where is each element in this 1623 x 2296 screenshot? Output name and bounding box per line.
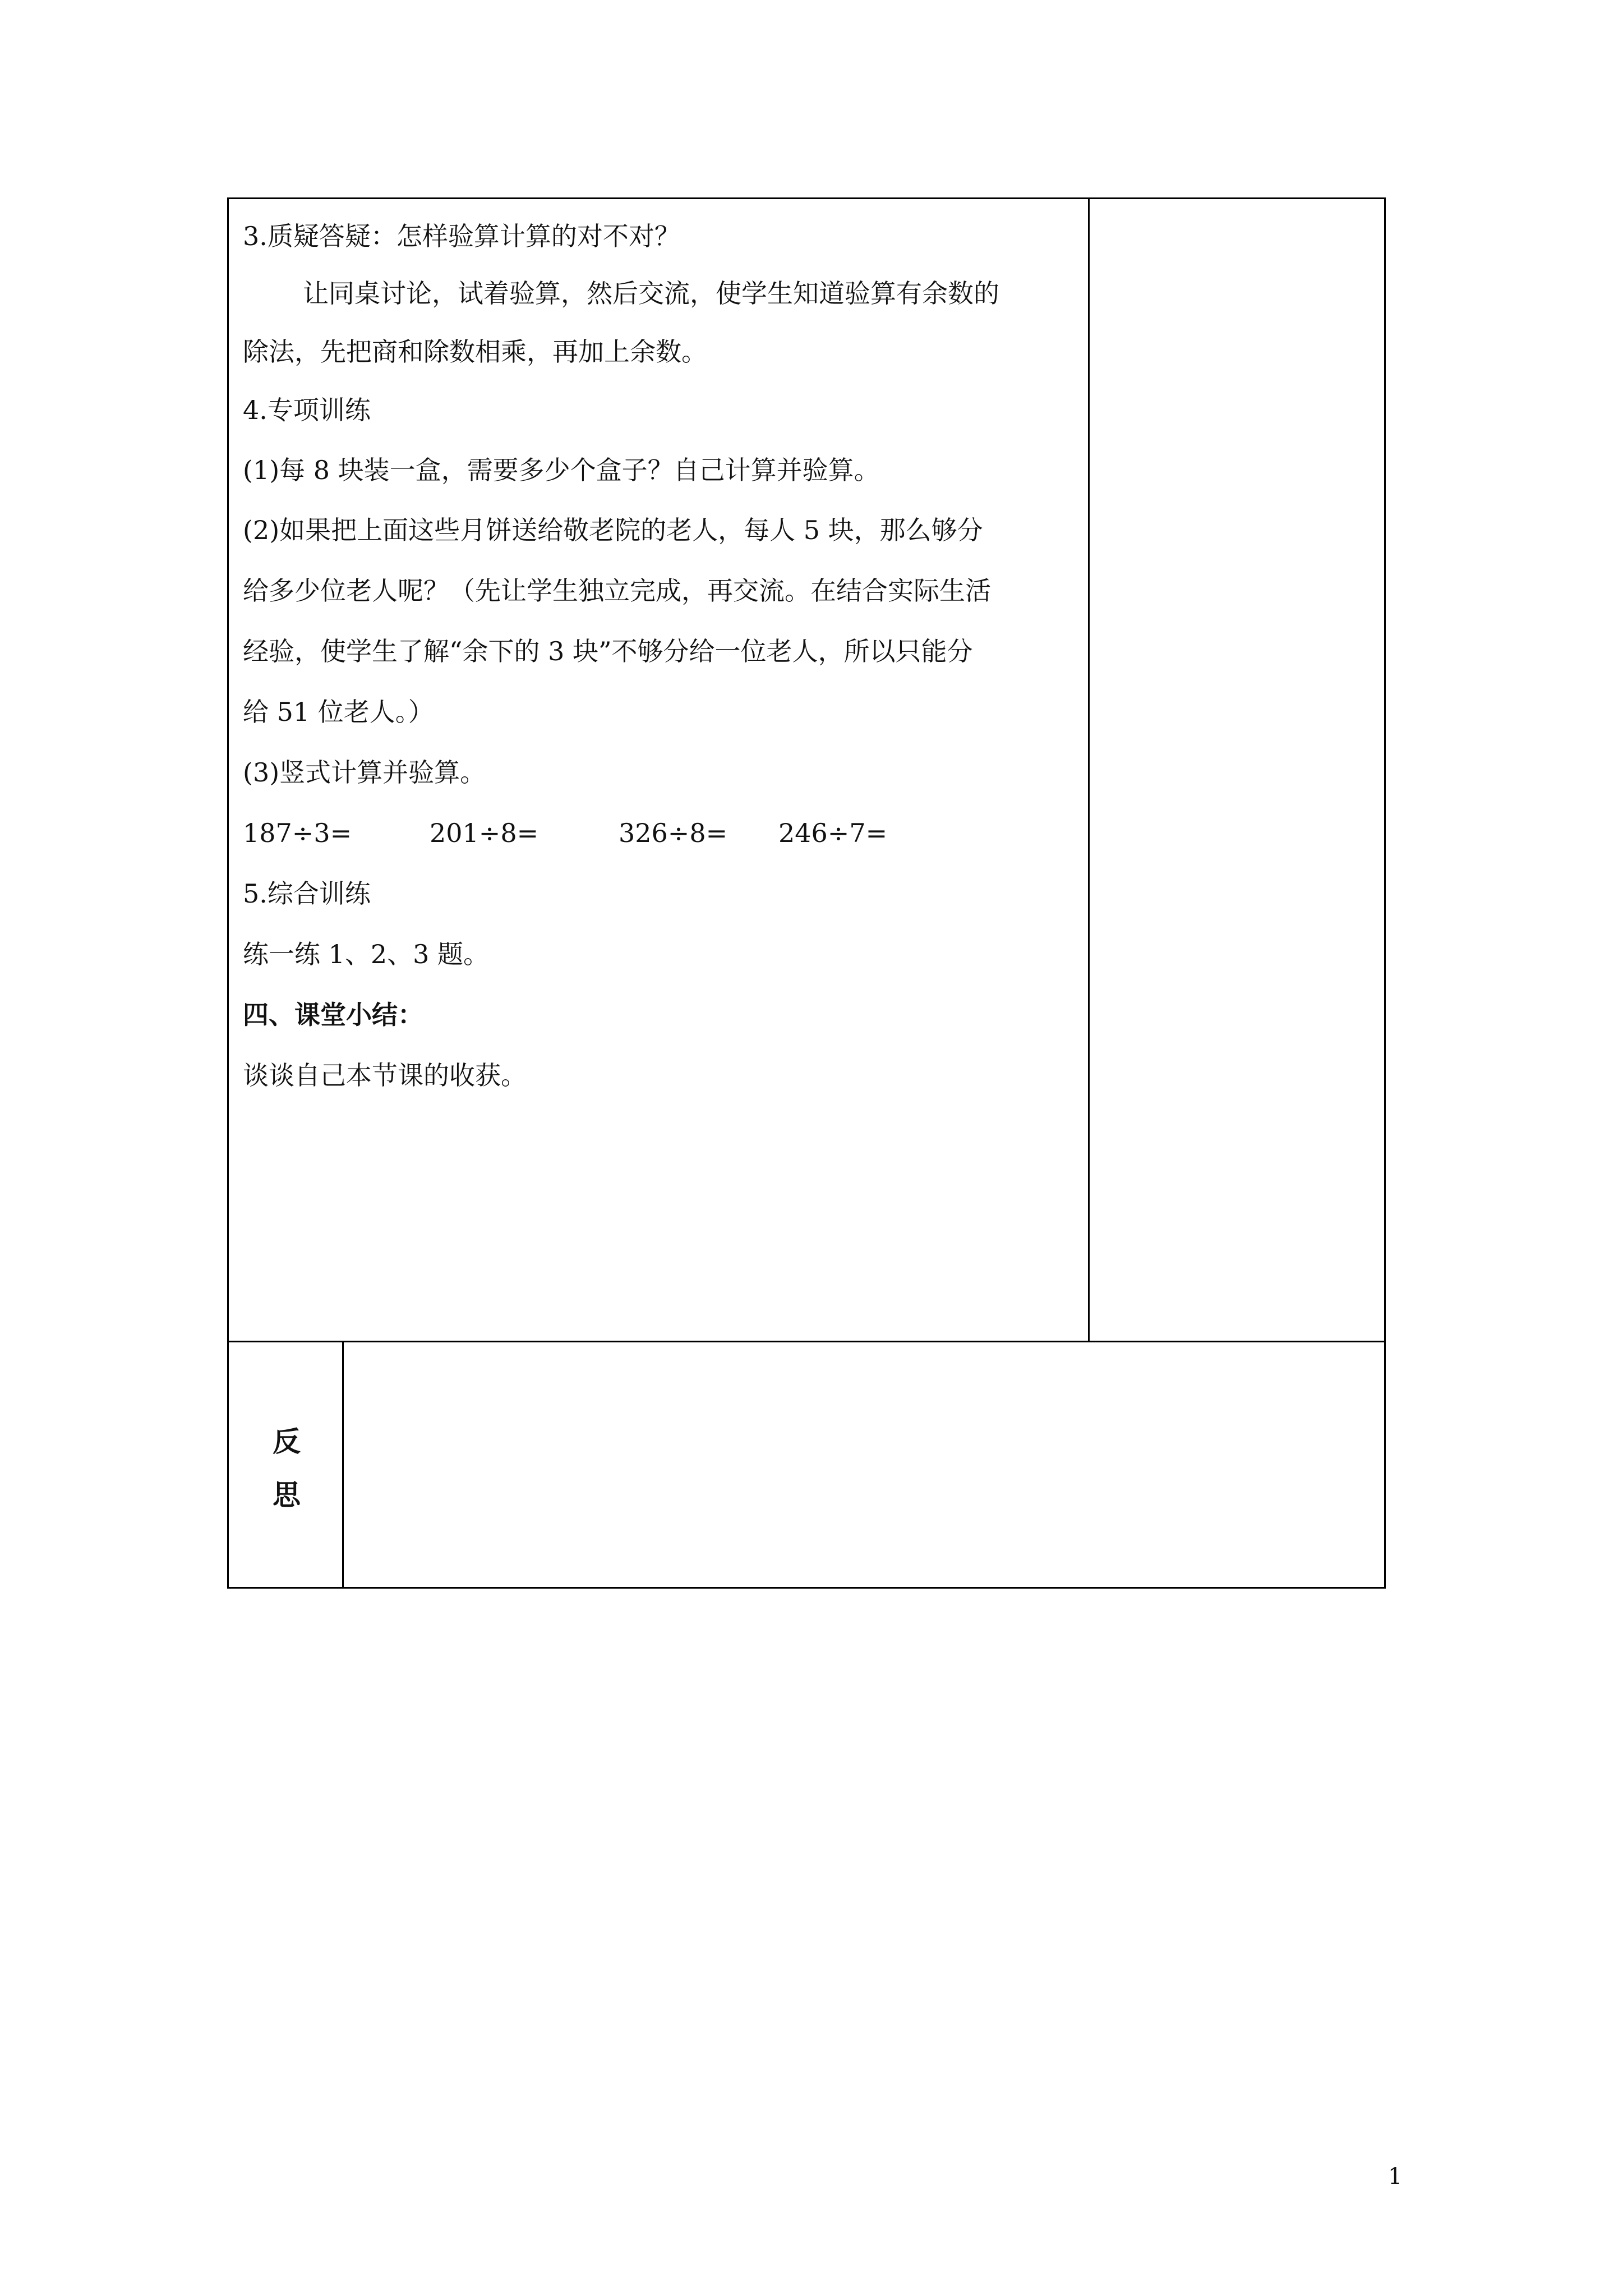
calc-problem: 187÷3= (243, 818, 352, 848)
notes-column-divider (1088, 197, 1090, 1342)
paragraph-line: 除法，先把商和除数相乘，再加上余数。 (243, 337, 707, 367)
reflection-label-divider (342, 1341, 344, 1589)
paragraph-line: 练一练 1、2、3 题。 (243, 939, 490, 969)
table-divider-horizontal (227, 1341, 1386, 1342)
paragraph-line: 让同桌讨论，试着验算，然后交流，使学生知道验算有余数的 (303, 278, 999, 309)
exercise-item: (1)每 8 块装一盒，需要多少个盒子？自己计算并验算。 (243, 455, 880, 485)
paragraph-line: 谈谈自己本节课的收获。 (243, 1060, 527, 1091)
paragraph-line: 经验，使学生了解“余下的 3 块”不够分给一位老人，所以只能分 (243, 636, 973, 666)
section-heading: 5.综合训练 (243, 878, 371, 909)
exercise-item: (3)竖式计算并验算。 (243, 757, 486, 788)
paragraph-line: 给 51 位老人。） (243, 697, 434, 727)
calc-problem: 201÷8= (430, 818, 539, 848)
summary-heading: 四、课堂小结： (243, 1000, 423, 1030)
lesson-table (227, 197, 1386, 1589)
paragraph-line: 给多少位老人呢？（先让学生独立完成，再交流。在结合实际生活 (243, 576, 991, 606)
question-heading: 3.质疑答疑：怎样验算计算的对不对？ (243, 221, 680, 251)
exercise-item: (2)如果把上面这些月饼送给敬老院的老人，每人 5 块，那么够分 (243, 515, 983, 545)
section-heading: 4.专项训练 (243, 395, 371, 425)
calc-problem: 326÷8= (619, 818, 728, 848)
reflection-label: 思 (273, 1478, 301, 1511)
reflection-label: 反 (273, 1425, 301, 1458)
page-number: 1 (1388, 2164, 1403, 2189)
calc-problem: 246÷7= (778, 818, 888, 848)
